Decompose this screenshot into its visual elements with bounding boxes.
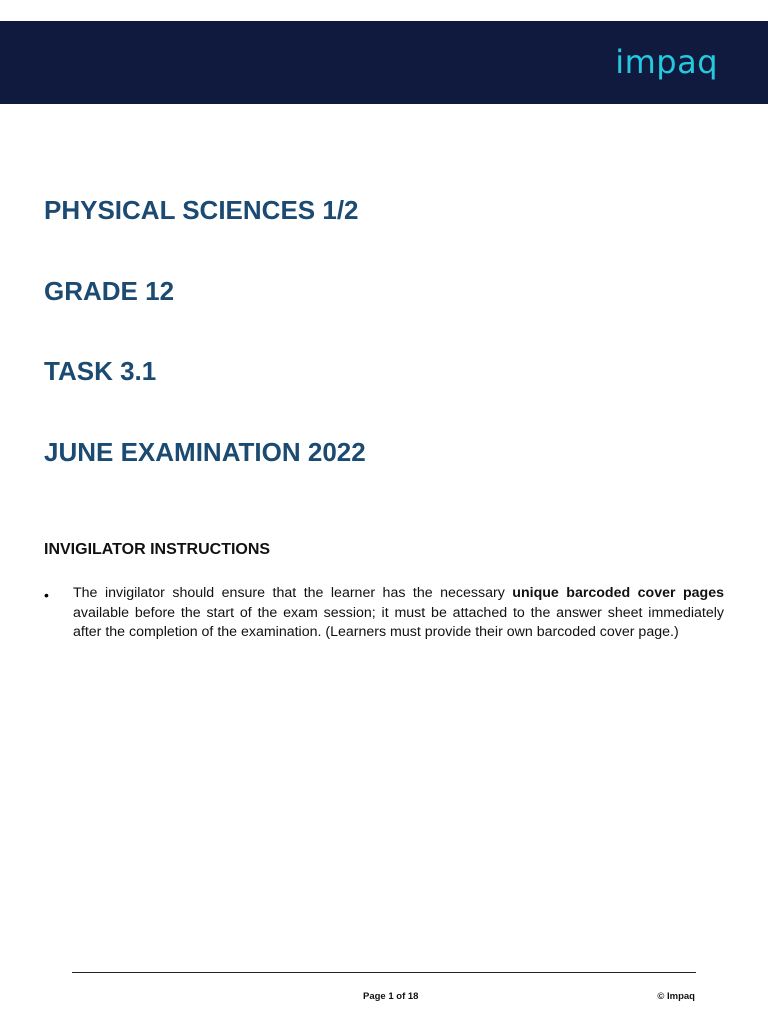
grade-title: GRADE 12 bbox=[44, 276, 175, 306]
instruction-emphasis: unique barcoded cover pages bbox=[512, 585, 724, 601]
footer-divider bbox=[72, 972, 696, 973]
impaq-logo: impaq bbox=[615, 43, 718, 81]
copyright-notice: © Impaq bbox=[657, 991, 695, 1002]
header-band bbox=[0, 21, 768, 104]
exam-title: JUNE EXAMINATION 2022 bbox=[44, 437, 366, 467]
instruction-text-end: available before the start of the exam session; it must be attached to the answer sheet immediately after the completion of the examination. (Learners must provide their own barcoded cover page.) bbox=[73, 604, 724, 640]
subject-title: PHYSICAL SCIENCES 1/2 bbox=[44, 195, 359, 225]
task-title: TASK 3.1 bbox=[44, 356, 157, 386]
instructions-heading: INVIGILATOR INSTRUCTIONS bbox=[44, 541, 271, 558]
instruction-item bbox=[73, 584, 724, 643]
bullet-icon: • bbox=[44, 587, 49, 603]
page-number: Page 1 of 18 bbox=[363, 991, 419, 1002]
instruction-text-start: The invigilator should ensure that the learner has the necessary bbox=[73, 585, 513, 601]
